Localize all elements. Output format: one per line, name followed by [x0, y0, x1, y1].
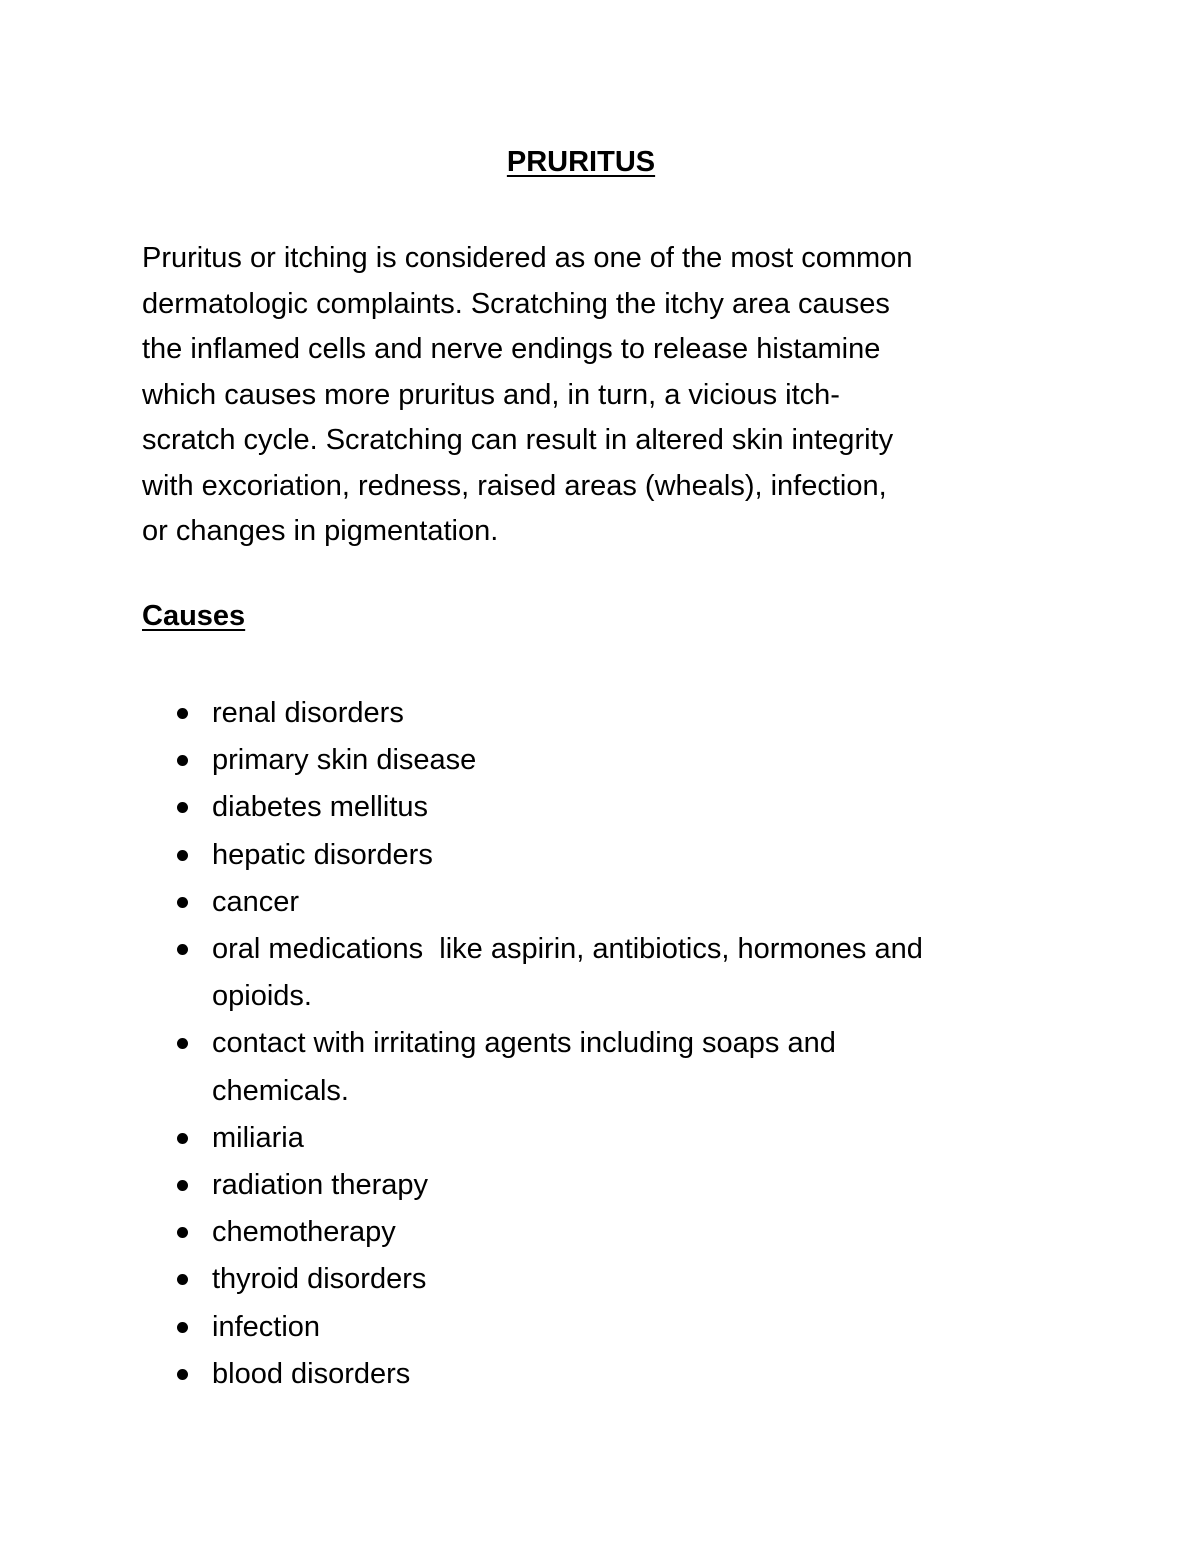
bullet-icon	[177, 1180, 188, 1191]
bullet-icon	[177, 802, 188, 813]
list-item-text: opioids.	[212, 980, 312, 1013]
list-item	[142, 1115, 1102, 1162]
list-item-text: chemicals.	[212, 1074, 349, 1107]
list-item-text: contact with irritating agents including soaps and	[212, 1027, 836, 1060]
bullet-icon	[177, 1038, 188, 1049]
bullet-icon	[177, 1322, 188, 1333]
list-item	[142, 1351, 1102, 1398]
list-item	[142, 1209, 1102, 1256]
list-item	[142, 690, 1102, 737]
bullet-icon	[177, 1133, 188, 1144]
list-item-text: radiation therapy	[212, 1169, 429, 1202]
intro-paragraph	[142, 236, 1072, 555]
list-item-text: infection	[212, 1310, 321, 1343]
paragraph-line: with excoriation, redness, raised areas (wheals), infection,	[142, 469, 887, 502]
bullet-icon	[177, 944, 188, 955]
paragraph-line: the inflamed cells and nerve endings to release histamine	[142, 333, 881, 365]
list-item-text: blood disorders	[212, 1357, 411, 1390]
list-item-text: thyroid disorders	[212, 1263, 427, 1296]
list-item-text: oral medications like aspirin, antibiotics, hormones and	[212, 933, 923, 966]
bullet-icon	[177, 708, 188, 719]
list-item-text: cancer	[212, 885, 300, 918]
causes-heading: Causes	[142, 600, 246, 632]
bullet-icon	[177, 1274, 188, 1285]
list-item	[142, 1162, 1102, 1209]
list-item-text: primary skin disease	[212, 744, 477, 777]
paragraph-line: or changes in pigmentation.	[142, 515, 499, 547]
bullet-icon	[177, 755, 188, 766]
list-item-text: renal disorders	[212, 697, 404, 729]
list-item-text: diabetes mellitus	[212, 791, 428, 824]
list-item	[142, 784, 1102, 831]
paragraph-line: dermatologic complaints. Scratching the itchy area causes	[142, 287, 890, 320]
list-item-text: chemotherapy	[212, 1216, 396, 1249]
bullet-icon	[177, 897, 188, 908]
paragraph-line: Pruritus or itching is considered as one of the most common	[142, 242, 913, 274]
list-item	[142, 879, 1102, 926]
list-item	[142, 1256, 1102, 1303]
list-item	[142, 926, 1102, 1020]
list-item-text: hepatic disorders	[212, 838, 433, 871]
causes-list	[142, 690, 1102, 1398]
list-item	[142, 1020, 1102, 1114]
paragraph-line: scratch cycle. Scratching can result in altered skin integrity	[142, 424, 894, 456]
paragraph-line: which causes more pruritus and, in turn, a vicious itch-	[142, 378, 840, 411]
list-item-text: miliaria	[212, 1121, 304, 1154]
bullet-icon	[177, 1227, 188, 1238]
list-item	[142, 832, 1102, 879]
bullet-icon	[177, 850, 188, 861]
list-item	[142, 1304, 1102, 1351]
document-title: PRURITUS	[506, 146, 656, 178]
bullet-icon	[177, 1369, 188, 1380]
list-item	[142, 737, 1102, 784]
